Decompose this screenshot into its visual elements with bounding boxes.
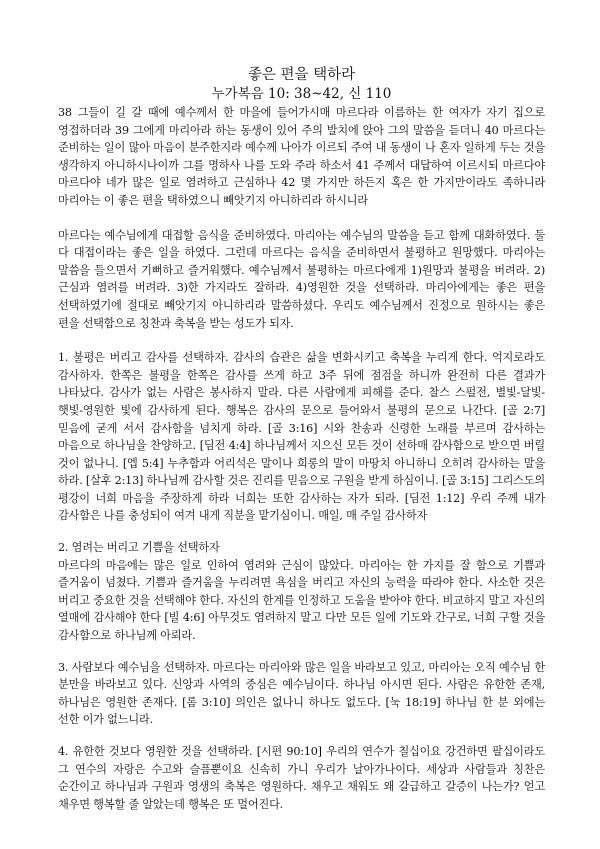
point-3-paragraph: 3. 사람보다 예수님을 선택하자. 마르다는 마리아와 많은 일을 바라보고 있고, 마리아는 오직 예수님 한 분만을 바라보고 있다. 신앙과 사역의 중심은 예수님이다. 하나님 아시면 된다. 사람은 유한한 존재, 하나님은 영원한 존재다. [롬 3:10] 의인은 없나니 하나도 없도다. [눅 18:19] 하나님 한 분 외에는 선한 이가 없느니라. bbox=[58, 660, 545, 727]
intro-paragraph: 마르다는 예수님에게 대접할 음식을 준비하였다. 마리아는 예수님의 말씀을 듣고 함께 대화하였다. 둘 다 대접이라는 좋은 일을 하였다. 그런데 마르다는 음식을 준비하면서 불평하고 원망했다. 마리아는 말씀을 들으면서 기뻐하고 즐거워했다. 예수님께서 불평하는 마르다에게 1)원망과 불평을 버려라. 2)근심과 염려를 버려라. 3)한 가지라도 잘하라. 4)영원한 것을 선택하라. 마리아에게는 좋은 편을 선택하였기에 절대로 빼앗기지 아니하리라 말씀하셨다. 우리도 예수님께서 진정으로 원하시는 좋은 편을 선택함으로 칭찬과 축복을 받는 성도가 되자. bbox=[58, 228, 545, 330]
scripture-reference: 누가복음 10: 38~42, 신 110 bbox=[211, 86, 392, 102]
sermon-title: 좋은 편을 택하라 bbox=[247, 67, 356, 83]
paragraph-gap bbox=[58, 210, 545, 227]
paragraph-gap bbox=[58, 332, 545, 349]
point-2-heading: 2. 염려는 버리고 기쁨을 선택하자 bbox=[58, 541, 220, 555]
point-2-paragraph: 마르다의 마음에는 많은 일로 인하여 염려와 근심이 많았다. 마리아는 한 가지를 잘 함으로 기쁨과 즐거움이 넘쳤다. 기쁨과 즐거움을 누리려면 욕심을 버리고 자신의 능력을 따라야 한다. 사소한 것은 버리고 중요한 것을 선택해야 한다. 자신의 한계를 인정하고 도움을 받아야 한다. 비교하지 말고 자신의 열매에 감사해야 한다 [빌 4:6] 아무것도 염려하지 말고 다만 모든 일에 기도와 간구로, 너희 구할 것을 감사함으로 하나님께 아뢰라. bbox=[58, 558, 545, 643]
scripture-text: 38 그들이 길 갈 때에 예수께서 한 마을에 들어가시매 마르다라 이름하는 한 여자가 자기 집으로 영접하더라 39 그에게 마리아라 하는 동생이 있어 주의 발치에 앉아 그의 말씀을 듣더니 40 마르다는 준비하는 일이 많아 마음이 분주한지라 예수께 나아가 이르되 주여 내 동생이 나 혼자 일하게 두는 것을 생각하지 아니하시나이까 그를 명하사 나를 도와 주라 하소서 41 주께서 대답하여 이르시되 마르다야 마르다야 네가 많은 일로 염려하고 근심하나 42 몇 가지만 하든지 혹은 한 가지만이라도 족하니라 마리아는 이 좋은 편을 택하였으니 빼앗기지 아니하리라 하시니라 bbox=[58, 106, 545, 207]
paragraph-gap bbox=[58, 645, 545, 659]
point-4-paragraph: 4. 유한한 것보다 영원한 것을 선택하라. [시편 90:10] 우리의 연수가 칠십이요 강건하면 팔십이라도 그 연수의 자랑은 수고와 슬픔뿐이요 신속히 가니 우리가 날아가나이다. 세상과 사람들과 칭찬은 순간이고 하나님과 구원과 영생의 축복은 영원하다. 채우고 채워도 왜 갈급하고 갈증이 나는가? 얻고 채우면 행복할 줄 알았는데 행복은 또 멀어진다. bbox=[58, 745, 545, 811]
point-1-paragraph: 1. 불평은 버리고 감사를 선택하자. 감사의 습관은 삶을 변화시키고 축복을 누리게 한다. 억지로라도 감사하자. 한쪽은 불평을 한쪽은 감사를 쓰게 하고 3주 뒤에 점검을 하니까 완전히 다른 결과가 나타났다. 감사가 없는 사람은 봉사하지 말라. 다른 사람에게 피해를 준다. 찰스 스펄전, 별빛-달빛-햇빛-영원한 빛에 감사하게 된다. 행복은 감사의 문으로 들어와서 불평의 문으로 나간다. [골 2:7] 믿음에 굳게 서서 감사함을 넘치게 하라. [골 3:16] 시와 찬송과 신령한 노래를 부르며 감사하는 마음으로 하나님을 찬양하고. [딤전 4:4] 하나님께서 지으신 모든 것이 선하매 감사함으로 받으면 버릴 것이 없나니. [엡 5:4] 누추함과 어리석은 말이나 희롱의 말이 마땅치 아니하니 오히려 감사하는 말을 하라. [살후 2:13] 하나님께 감사할 것은 진리를 믿음으로 구원을 받게 하심이니. [골 3:15] 그리스도의 평강이 너희 마음을 주장하게 하라 너희는 또한 감사하는 자가 되라. [딤전 1:12] 우리 주께 내가 감사함은 나를 충성되이 여겨 내게 직분을 맡기심이니. 매일, 매 주일 감사하자 bbox=[58, 351, 545, 523]
paragraph-gap bbox=[58, 729, 545, 743]
paragraph-gap bbox=[58, 525, 545, 539]
